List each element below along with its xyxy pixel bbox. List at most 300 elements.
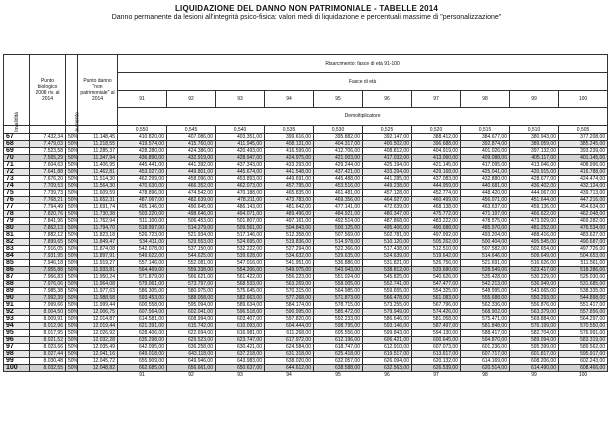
value-cell-age-99: 488.416,00 <box>510 232 559 239</box>
aumento-cell: 50% <box>66 358 78 365</box>
value-cell-age-92: 506.453,00 <box>167 218 216 225</box>
age-footer-93: 93 <box>237 372 243 378</box>
value-cell-age-91: 487.067,00 <box>118 197 167 204</box>
value-cell-age-94: 570.315,00 <box>265 288 314 295</box>
punto-biologico-cell: 8.021,52 <box>30 337 66 344</box>
punto-danno-cell: 11.462,81 <box>78 169 118 176</box>
value-cell-age-100: 408.996,00 <box>559 162 608 169</box>
value-cell-age-94: 408.131,00 <box>265 141 314 148</box>
value-cell-age-97: 437.083,00 <box>412 176 461 183</box>
value-cell-age-92: 566.621,00 <box>167 274 216 281</box>
value-cell-age-98: 493.204,00 <box>461 232 510 239</box>
punto-danno-cell: 12.035,49 <box>78 344 118 351</box>
value-cell-age-92: 622.694,00 <box>167 330 216 337</box>
aumento-cell: 50% <box>66 183 78 190</box>
age-header-97: 97 <box>412 91 461 107</box>
value-cell-age-93: 470.188,00 <box>216 190 265 197</box>
value-cell-age-100: 393.239,00 <box>559 148 608 155</box>
value-cell-age-92: 482.639,00 <box>167 197 216 204</box>
value-cell-age-91: 419.574,00 <box>118 141 167 148</box>
value-cell-age-93: 462.073,00 <box>216 183 265 190</box>
demoltiplicatore-value: 0,520 <box>412 126 461 134</box>
value-cell-age-92: 608.994,00 <box>167 316 216 323</box>
value-cell-age-94: 556.223,00 <box>265 274 314 281</box>
punto-danno-cell: 11.148,45 <box>78 134 118 141</box>
value-cell-age-98: 384.677,00 <box>461 134 510 141</box>
value-cell-age-100: 570.550,00 <box>559 323 608 330</box>
punto-biologico-cell: 7.916,05 <box>30 246 66 253</box>
punto-danno-cell: 12.041,16 <box>78 351 118 358</box>
table-row <box>4 253 608 260</box>
value-cell-age-97: 587.497,00 <box>412 323 461 330</box>
value-cell-age-93: 478.211,00 <box>216 197 265 204</box>
invalidita-cell: 87 <box>4 274 30 281</box>
value-cell-age-93: 616.981,00 <box>216 330 265 337</box>
aumento-cell: 50% <box>66 344 78 351</box>
value-cell-age-91: 593.453,00 <box>118 295 167 302</box>
age-footer-99: 99 <box>531 372 537 378</box>
value-cell-age-91: 579.061,00 <box>118 281 167 288</box>
value-cell-age-96: 400.502,00 <box>363 141 412 148</box>
table-row <box>4 337 608 344</box>
table-row <box>4 365 608 372</box>
value-cell-age-96: 545.825,00 <box>363 274 412 281</box>
table-row <box>4 225 608 232</box>
value-cell-age-100: 538.335,00 <box>559 288 608 295</box>
value-cell-age-97: 452.774,00 <box>412 190 461 197</box>
aumento-cell: 50% <box>66 169 78 176</box>
value-cell-age-96: 612.910,00 <box>363 344 412 351</box>
value-cell-age-93: 437.343,00 <box>216 162 265 169</box>
value-cell-age-91: 503.220,00 <box>118 211 167 218</box>
value-cell-age-96: 433.294,00 <box>363 169 412 176</box>
punto-danno-cell: 11.406,95 <box>78 162 118 169</box>
value-cell-age-95: 404.317,00 <box>314 141 363 148</box>
value-cell-age-97: 404.919,00 <box>412 148 461 155</box>
value-cell-age-98: 575.471,00 <box>461 316 510 323</box>
value-cell-age-97: 581.058,00 <box>412 316 461 323</box>
punto-danno-cell: 11.988,58 <box>78 295 118 302</box>
value-cell-age-93: 453.893,00 <box>216 176 265 183</box>
value-cell-age-92: 537.150,00 <box>167 246 216 253</box>
table-row <box>4 232 608 239</box>
aumento-cell: 50% <box>66 141 78 148</box>
value-cell-age-94: 433.293,00 <box>265 162 314 169</box>
invalidita-cell: 75 <box>4 190 30 197</box>
punto-danno-cell: 11.919,27 <box>78 260 118 267</box>
punto-danno-cell: 11.730,38 <box>78 211 118 218</box>
table-row <box>4 302 608 309</box>
value-cell-age-99: 530.229,00 <box>510 274 559 281</box>
age-footer-100: 100 <box>578 372 588 378</box>
value-cell-age-91: 462.299,00 <box>118 176 167 183</box>
invalidita-cell: 99 <box>4 358 30 365</box>
age-footer-97: 97 <box>433 372 439 378</box>
punto-danno-cell: 11.999,44 <box>78 302 118 309</box>
value-cell-age-99: 495.545,00 <box>510 239 559 246</box>
invalidita-cell: 77 <box>4 204 30 211</box>
value-cell-age-97: 526.756,00 <box>412 260 461 267</box>
table-row <box>4 183 608 190</box>
value-cell-age-96: 487.868,00 <box>363 218 412 225</box>
value-cell-age-98: 555.688,00 <box>461 295 510 302</box>
value-cell-age-92: 544.625,00 <box>167 253 216 260</box>
value-cell-age-95: 585.472,00 <box>314 309 363 316</box>
demoltiplicatore-value: 0,540 <box>216 126 265 134</box>
value-cell-age-97: 497.992,00 <box>412 232 461 239</box>
value-cell-age-97: 413.060,00 <box>412 155 461 162</box>
value-cell-age-98: 456.071,00 <box>461 197 510 204</box>
value-cell-age-96: 573.255,00 <box>363 302 412 309</box>
table-row <box>4 323 608 330</box>
value-cell-age-97: 396.688,00 <box>412 141 461 148</box>
value-cell-age-96: 417.032,00 <box>363 155 412 162</box>
value-cell-age-98: 588.417,00 <box>461 330 510 337</box>
punto-danno-cell: 12.019,44 <box>78 323 118 330</box>
value-cell-age-97: 388.412,00 <box>412 134 461 141</box>
punto-biologico-cell: 8.027,44 <box>30 351 66 358</box>
table-row <box>4 344 608 351</box>
value-cell-age-96: 425.194,00 <box>363 162 412 169</box>
value-cell-age-91: 445.441,00 <box>118 162 167 169</box>
value-cell-age-91: 571.879,00 <box>118 274 167 281</box>
age-footer-94: 94 <box>286 372 292 378</box>
demoltiplicatore-value: 0,535 <box>265 126 314 134</box>
value-cell-age-95: 558.005,00 <box>314 281 363 288</box>
header-punto-danno: Punto danno "non patrimoniale" al 2014 <box>78 55 118 126</box>
invalidita-cell: 100 <box>4 365 30 372</box>
invalidita-cell: 97 <box>4 344 30 351</box>
value-cell-age-97: 429.168,00 <box>412 169 461 176</box>
value-cell-age-91: 410.820,00 <box>118 134 167 141</box>
value-cell-age-95: 625.418,00 <box>314 351 363 358</box>
aumento-cell: 50% <box>66 295 78 302</box>
value-cell-age-96: 472.639,00 <box>363 204 412 211</box>
value-cell-age-94: 497.161,00 <box>265 218 314 225</box>
aumento-cell: 50% <box>66 316 78 323</box>
invalidita-cell: 69 <box>4 148 30 155</box>
value-cell-age-97: 547.477,00 <box>412 281 461 288</box>
value-cell-age-93: 554.206,00 <box>216 267 265 274</box>
value-cell-age-94: 457.795,00 <box>265 183 314 190</box>
value-cell-age-100: 544.898,00 <box>559 295 608 302</box>
value-cell-age-91: 607.564,00 <box>118 309 167 316</box>
aumento-cell: 50% <box>66 337 78 344</box>
liquidation-table <box>3 54 608 378</box>
value-cell-age-93: 603.407,00 <box>216 316 265 323</box>
value-cell-age-98: 542.213,00 <box>461 281 510 288</box>
value-cell-age-100: 511.561,00 <box>559 260 608 267</box>
value-cell-age-98: 507.582,00 <box>461 246 510 253</box>
punto-biologico-cell: 7.899,65 <box>30 239 66 246</box>
invalidita-cell: 98 <box>4 351 30 358</box>
value-cell-age-92: 521.934,00 <box>167 232 216 239</box>
aumento-cell: 50% <box>66 267 78 274</box>
punto-biologico-cell: 7.985,38 <box>30 288 66 295</box>
value-cell-age-95: 543.943,00 <box>314 267 363 274</box>
demoltiplicatore-value: 0,505 <box>559 126 608 134</box>
value-cell-age-99: 451.644,00 <box>510 197 559 204</box>
value-cell-age-99: 589.094,00 <box>510 337 559 344</box>
value-cell-age-100: 504.653,00 <box>559 253 608 260</box>
punto-danno-cell: 11.897,91 <box>78 253 118 260</box>
value-cell-age-99: 413.046,00 <box>510 162 559 169</box>
punto-biologico-cell: 7.604,63 <box>30 162 66 169</box>
value-cell-age-94: 416.599,00 <box>265 148 314 155</box>
value-cell-age-96: 619.517,00 <box>363 351 412 358</box>
page-title: LIQUIDAZIONE DEL DANNO NON PATRIMONIALE - TABELLE 2014 <box>174 4 439 13</box>
value-cell-age-94: 481.642,00 <box>265 204 314 211</box>
value-cell-age-95: 638.588,00 <box>314 365 363 372</box>
value-cell-age-98: 521.691,00 <box>461 260 510 267</box>
value-cell-age-93: 517.146,00 <box>216 232 265 239</box>
value-cell-age-94: 441.548,00 <box>265 169 314 176</box>
punto-danno-cell: 11.347,94 <box>78 155 118 162</box>
age-footer-92: 92 <box>188 372 194 378</box>
aumento-cell: 50% <box>66 176 78 183</box>
invalidita-cell: 78 <box>4 211 30 218</box>
punto-biologico-cell: 7.523,58 <box>30 148 66 155</box>
age-header-94: 94 <box>265 91 314 107</box>
value-cell-age-96: 408.812,00 <box>363 148 412 155</box>
value-cell-age-100: 416.788,00 <box>559 169 608 176</box>
value-cell-age-100: 602.243,00 <box>559 358 608 365</box>
punto-danno-cell: 11.874,08 <box>78 246 118 253</box>
value-cell-age-91: 586.305,00 <box>118 288 167 295</box>
value-cell-age-99: 543.665,00 <box>510 288 559 295</box>
value-cell-age-98: 485.970,00 <box>461 225 510 232</box>
value-cell-age-100: 490.687,00 <box>559 239 608 246</box>
value-cell-age-93: 509.561,00 <box>216 225 265 232</box>
value-cell-age-94: 577.268,00 <box>265 295 314 302</box>
punto-danno-cell: 12.014,87 <box>78 316 118 323</box>
value-cell-age-97: 594.130,00 <box>412 330 461 337</box>
punto-biologico-cell: 7.931,95 <box>30 253 66 260</box>
value-cell-age-100: 424.474,00 <box>559 176 608 183</box>
value-cell-age-96: 586.646,00 <box>363 316 412 323</box>
punto-danno-cell: 11.849,47 <box>78 239 118 246</box>
invalidita-cell: 68 <box>4 141 30 148</box>
value-cell-age-99: 436.402,00 <box>510 183 559 190</box>
value-cell-age-91: 649.018,00 <box>118 351 167 358</box>
invalidita-cell: 92 <box>4 309 30 316</box>
value-cell-age-99: 536.949,00 <box>510 281 559 288</box>
value-cell-age-96: 449.238,00 <box>363 183 412 190</box>
punto-biologico-cell: 7.882,12 <box>30 232 66 239</box>
value-cell-age-100: 469.282,00 <box>559 218 608 225</box>
table-row <box>4 176 608 183</box>
invalidita-cell: 94 <box>4 323 30 330</box>
punto-danno-cell: 11.514,30 <box>78 176 118 183</box>
value-cell-age-92: 602.041,00 <box>167 309 216 316</box>
invalidita-cell: 79 <box>4 218 30 225</box>
aumento-cell: 50% <box>66 351 78 358</box>
value-cell-age-99: 516.626,00 <box>510 260 559 267</box>
value-cell-age-98: 448.420,00 <box>461 190 510 197</box>
aumento-cell: 50% <box>66 246 78 253</box>
value-cell-age-93: 630.421,00 <box>216 344 265 351</box>
aumento-cell: 50% <box>66 288 78 295</box>
value-cell-age-98: 514.646,00 <box>461 253 510 260</box>
value-cell-age-99: 380.943,00 <box>510 134 559 141</box>
invalidita-cell: 85 <box>4 260 30 267</box>
punto-danno-cell: 11.964,08 <box>78 281 118 288</box>
aumento-cell: 50% <box>66 225 78 232</box>
value-cell-age-96: 599.843,00 <box>363 330 412 337</box>
table-row <box>4 190 608 197</box>
aumento-cell: 50% <box>66 197 78 204</box>
value-cell-age-99: 473.929,00 <box>510 218 559 225</box>
value-cell-age-100: 432.124,00 <box>559 183 608 190</box>
value-cell-age-95: 612.196,00 <box>314 337 363 344</box>
value-cell-age-97: 505.262,00 <box>412 239 461 246</box>
header-aumento: aumento <box>66 55 78 126</box>
demoltiplicatore-value: 0,515 <box>461 126 510 134</box>
age-header-100: 100 <box>559 91 608 107</box>
value-cell-age-92: 474.542,00 <box>167 190 216 197</box>
value-cell-age-99: 428.677,00 <box>510 176 559 183</box>
age-header-96: 96 <box>363 91 412 107</box>
value-cell-age-96: 502.781,00 <box>363 232 412 239</box>
table-row <box>4 211 608 218</box>
value-cell-age-95: 492.514,00 <box>314 218 363 225</box>
value-cell-age-98: 500.404,00 <box>461 239 510 246</box>
value-cell-age-98: 548.995,00 <box>461 288 510 295</box>
table-row <box>4 134 608 141</box>
punto-biologico-cell: 8.004,50 <box>30 309 66 316</box>
value-cell-age-98: 594.870,00 <box>461 337 510 344</box>
value-cell-age-99: 459.136,00 <box>510 204 559 211</box>
value-cell-age-100: 608.466,00 <box>559 365 608 372</box>
value-cell-age-100: 385.245,00 <box>559 141 608 148</box>
value-cell-age-95: 477.141,00 <box>314 204 363 211</box>
value-cell-age-93: 532.222,00 <box>216 246 265 253</box>
value-cell-age-94: 590.995,00 <box>265 309 314 316</box>
value-cell-age-97: 554.325,00 <box>412 288 461 295</box>
value-cell-age-96: 441.285,00 <box>363 176 412 183</box>
punto-danno-cell: 12.026,92 <box>78 330 118 337</box>
value-cell-age-91: 436.890,00 <box>118 155 167 162</box>
value-cell-age-92: 643.118,00 <box>167 351 216 358</box>
value-cell-age-91: 518.997,00 <box>118 225 167 232</box>
invalidita-cell: 90 <box>4 295 30 302</box>
value-cell-age-100: 518.286,00 <box>559 267 608 274</box>
value-cell-age-94: 597.820,00 <box>265 316 314 323</box>
value-cell-age-96: 457.128,00 <box>363 190 412 197</box>
value-cell-age-95: 514.978,00 <box>314 239 363 246</box>
value-cell-age-95: 429.244,00 <box>314 162 363 169</box>
value-cell-age-93: 501.807,00 <box>216 218 265 225</box>
value-cell-age-92: 441.392,00 <box>167 162 216 169</box>
value-cell-age-93: 524.695,00 <box>216 239 265 246</box>
aumento-cell: 50% <box>66 281 78 288</box>
aumento-cell: 50% <box>66 232 78 239</box>
aumento-cell: 50% <box>66 365 78 372</box>
value-cell-age-91: 542.078,00 <box>118 246 167 253</box>
value-cell-age-99: 444.067,00 <box>510 190 559 197</box>
value-cell-age-95: 445.488,00 <box>314 176 363 183</box>
value-cell-age-97: 567.796,00 <box>412 302 461 309</box>
value-cell-age-100: 564.297,00 <box>559 316 608 323</box>
value-cell-age-96: 579.949,00 <box>363 309 412 316</box>
table-row <box>4 267 608 274</box>
demoltiplicatore-value: 0,530 <box>314 126 363 134</box>
value-cell-age-94: 465.835,00 <box>265 190 314 197</box>
value-cell-age-99: 405.117,00 <box>510 155 559 162</box>
value-cell-age-94: 399.616,00 <box>265 134 314 141</box>
punto-biologico-cell: 7.794,49 <box>30 204 66 211</box>
value-cell-age-98: 620.514,00 <box>461 365 510 372</box>
demoltiplicatore-value: 0,525 <box>363 126 412 134</box>
value-cell-age-95: 437.421,00 <box>314 169 363 176</box>
value-cell-age-97: 620.132,00 <box>412 358 461 365</box>
value-cell-age-94: 504.843,00 <box>265 225 314 232</box>
value-cell-age-99: 397.132,00 <box>510 148 559 155</box>
value-cell-age-98: 568.902,00 <box>461 309 510 316</box>
value-cell-age-92: 432.919,00 <box>167 155 216 162</box>
invalidita-cell: 71 <box>4 162 30 169</box>
invalidita-cell: 80 <box>4 225 30 232</box>
value-cell-age-92: 458.096,00 <box>167 176 216 183</box>
value-cell-age-98: 471.197,00 <box>461 211 510 218</box>
value-cell-age-93: 623.747,00 <box>216 337 265 344</box>
value-cell-age-97: 483.222,00 <box>412 218 461 225</box>
value-cell-age-96: 632.563,00 <box>363 365 412 372</box>
value-cell-age-91: 549.622,00 <box>118 253 167 260</box>
aumento-cell: 50% <box>66 260 78 267</box>
value-cell-age-99: 556.876,00 <box>510 302 559 309</box>
punto-danno-cell: 11.285,37 <box>78 148 118 155</box>
aumento-cell: 50% <box>66 330 78 337</box>
demoltiplicatore-value: 0,510 <box>510 126 559 134</box>
value-cell-age-94: 534.632,00 <box>265 253 314 260</box>
value-cell-age-97: 600.645,00 <box>412 337 461 344</box>
value-cell-age-94: 644.612,00 <box>265 365 314 372</box>
value-cell-age-95: 598.795,00 <box>314 323 363 330</box>
value-cell-age-91: 557.146,00 <box>118 260 167 267</box>
value-cell-age-96: 524.639,00 <box>363 253 412 260</box>
value-cell-age-91: 628.406,00 <box>118 330 167 337</box>
table-row <box>4 260 608 267</box>
value-cell-age-93: 582.663,00 <box>216 295 265 302</box>
value-cell-age-99: 466.622,00 <box>510 211 559 218</box>
value-cell-age-91: 635.298,00 <box>118 337 167 344</box>
punto-biologico-cell: 7.739,73 <box>30 190 66 197</box>
table-row <box>4 281 608 288</box>
value-cell-age-97: 460.499,00 <box>412 197 461 204</box>
value-cell-age-99: 509.649,00 <box>510 253 559 260</box>
value-cell-age-99: 481.252,00 <box>510 225 559 232</box>
value-cell-age-93: 637.218,00 <box>216 351 265 358</box>
value-cell-age-97: 613.617,00 <box>412 351 461 358</box>
value-cell-age-92: 415.760,00 <box>167 141 216 148</box>
value-cell-age-96: 495.406,00 <box>363 225 412 232</box>
value-cell-age-97: 468.138,00 <box>412 204 461 211</box>
punto-danno-cell: 11.933,81 <box>78 267 118 274</box>
page-subtitle: Danno permanente da lesioni all'integrità psico-fisica: valori medi di liquidazione e percentuali massime di "personalizzazione" <box>111 14 502 21</box>
value-cell-age-97: 626.539,00 <box>412 365 461 372</box>
table-row <box>4 141 608 148</box>
punto-biologico-cell: 7.862,13 <box>30 225 66 232</box>
age-footer-91: 91 <box>139 372 145 378</box>
punto-biologico-cell: 7.479,03 <box>30 141 66 148</box>
table-row <box>4 274 608 281</box>
value-cell-age-93: 575.645,00 <box>216 288 265 295</box>
age-header-92: 92 <box>167 91 216 107</box>
value-cell-age-100: 576.991,00 <box>559 330 608 337</box>
invalidita-cell: 82 <box>4 239 30 246</box>
value-cell-age-95: 571.873,00 <box>314 295 363 302</box>
